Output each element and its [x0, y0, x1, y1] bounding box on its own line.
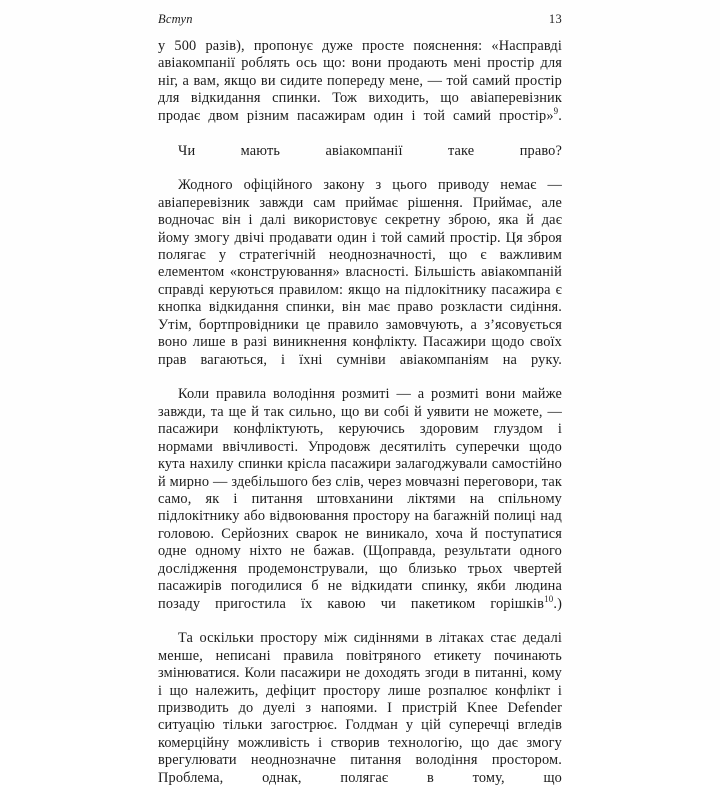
paragraph-text-tail: .) [553, 595, 562, 612]
paragraph [158, 38, 562, 143]
paragraph-text-tail: . [558, 107, 562, 124]
paragraph-text: Чи мають авіакомпанії таке право? [178, 142, 562, 159]
page-number: 13 [548, 12, 562, 26]
paragraph [158, 143, 562, 178]
paragraph-text: Коли правила володіння розмиті — а розмиті вони майже завжди, та ще й так сильно, що ви собі й уявити не можете, — пасажири конфліктують, керуючись здоровим глуздом і нормами ввічливості. Упродовж десятиліть суперечки щодо кута нахилу спинки крісла пасажири залагоджували самостійно й мирно — здебільшого без слів, через мовчазні переговори, так само, як і питання штовханини ліктями на спільному підлокітнику або відвоювання простору на багажній полиці над головою. Серйозних сварок не виникало, хоча й поступатися одне одному ніхто не бажав. (Щоправда, результати одного дослідження продемонстрували, що близько трьох чвертей пасажирів погодилися б не відкидати спинку, якби людина позаду пригостила їх кавою чи пакетиком горішків [158, 386, 562, 612]
paragraph [158, 177, 562, 386]
paragraph-text: у 500 разів), пропонує дуже просте пояснення: «Насправді авіакомпанії роблять ось що: вони продають мені простір для ніг, а вам, якщо ви сидите попереду мене, — той самий простір для відкидання спинки. Тож виходить, що авіаперевізник продає двом різним пасажирам один і той самий простір» [158, 38, 562, 124]
paragraph [158, 630, 562, 804]
paragraph [158, 386, 562, 630]
body-text-block [158, 38, 562, 805]
paragraph-text: Жодного офіційного закону з цього приводу немає — авіаперевізник завжди сам приймає рішення. Приймає, але водночас він і далі використовує секретну зброю, яка й дає йому змогу двічі продавати один і той самий простір. Ця зброя полягає у стратегічній неоднозначності, що є важливим елементом «конструювання» власності. Більшість авіакомпаній справді керуються правилом: якщо на підлокітнику пасажира є кнопка відкидання спинки, він має право розкласти сидіння. Утім, бортпровідники це правило замовчують, а з’ясовується воно лише в разі виникнення конфлікту. Пасажири щодо своїх прав вагаються, і їхні сумніви авіакомпаніям на руку. [158, 177, 562, 368]
footnote-reference[interactable]: 9 [553, 105, 559, 116]
paragraph-text: Та оскільки простору між сидіннями в літаках стає дедалі менше, неписані правила повітряного етикету починають змінюватися. Коли пасажири не доходять згоди в питанні, кому і що належить, дефіцит простору лише розпалює конфлікт і призводить до дуелі з напоями. І пристрій Knee Defender ситуацію тільки загострює. Голдман у цій суперечці вгледів комерційну можливість і створив технологію, що дає змогу врегулювати неоднозначне питання володіння простором. Проблема, однак, полягає в тому, що [158, 630, 562, 786]
footnote-reference[interactable]: 10 [544, 593, 554, 604]
running-head [158, 10, 562, 28]
running-head-chapter-title: Вступ [158, 12, 193, 26]
